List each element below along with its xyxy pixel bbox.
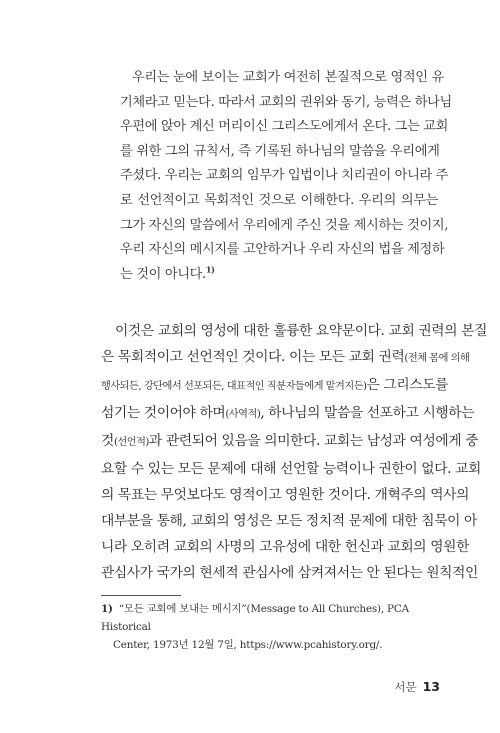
body-line: 니라 오히려 교회의 사명의 고유성에 대한 헌신과 교회의 영원한 bbox=[101, 539, 470, 555]
quote-line: 그가 자신의 말씀에서 우리에게 주신 것을 제시하는 것이지, bbox=[120, 217, 449, 233]
quote-line: 우편에 앉아 계신 머리이신 그리스도에게서 온다. 그는 교회 bbox=[120, 119, 449, 135]
body-line bbox=[101, 372, 449, 400]
body-paragraph bbox=[101, 318, 487, 586]
body-line bbox=[101, 344, 470, 372]
body-text: , 하나님의 말씀을 선포하고 시행하는 bbox=[260, 405, 475, 421]
footnote-marker[interactable]: 1) bbox=[205, 264, 215, 275]
footnote-text-continued[interactable]: Center, 1973년 12월 7일, https://www.pcahistory.org/. bbox=[113, 639, 383, 651]
body-line: 이것은 교회의 영성에 대한 훌륭한 요약문이다. 교회 권력의 본질 bbox=[115, 323, 487, 339]
body-line: 관심사가 국가의 현세적 관심사에 삼켜져서는 안 된다는 원칙적인 bbox=[101, 565, 478, 581]
body-line: 의 목표는 무엇보다도 영적이고 영원한 것이다. 개혁주의 역사의 bbox=[101, 487, 470, 503]
body-text: 은 목회적이고 선언적인 것이다. 이는 모든 교회 권력 bbox=[101, 349, 405, 365]
footnote-number: 1) bbox=[101, 603, 113, 615]
body-line bbox=[101, 400, 475, 428]
body-text: 과 관련되어 있음을 의미한다. 교회는 남성과 여성에게 중 bbox=[148, 433, 479, 449]
quote-line: 로 선언적이고 목회적인 것으로 이해한다. 우리의 의무는 bbox=[120, 192, 438, 208]
quote-line: 우리 자신의 메시지를 고안하거나 우리 자신의 법을 제정하 bbox=[120, 242, 445, 258]
body-line bbox=[101, 428, 479, 456]
running-footer bbox=[380, 676, 440, 695]
quote-line: 주셨다. 우리는 교회의 임무가 입법이나 치리권이 아니라 주 bbox=[120, 168, 449, 184]
body-parenthetical: (전체 몸에 의해 bbox=[404, 353, 470, 364]
section-title: 서문 bbox=[394, 680, 417, 694]
quote-line: 기체라고 믿는다. 따라서 교회의 권위와 동기, 능력은 하나님 bbox=[120, 94, 452, 110]
body-parenthetical: (선언적) bbox=[113, 437, 149, 448]
quote-line: 를 위한 그의 규칙서, 즉 기록된 하나님의 말씀을 우리에게 bbox=[120, 143, 440, 159]
body-text: 은 그리스도를 bbox=[366, 377, 449, 393]
body-text: 것 bbox=[101, 433, 114, 449]
footnote-text: “모든 교회에 보내는 메시지”(Message to All Churches), PCA Historical bbox=[101, 603, 409, 633]
quote-line: 우리는 눈에 보이는 교회가 여전히 본질적으로 영적인 유 bbox=[132, 70, 444, 85]
quote-last-line bbox=[120, 263, 438, 288]
body-line: 요할 수 있는 모든 문제에 대해 선언할 능력이나 권한이 없다. 교회 bbox=[101, 461, 481, 477]
page-number: 13 bbox=[422, 679, 440, 694]
body-parenthetical: (사역적) bbox=[225, 409, 261, 420]
body-line: 대부분을 통해, 교회의 영성은 모든 정치적 문제에 대한 침묵이 아 bbox=[101, 513, 477, 529]
footnote-divider bbox=[101, 595, 181, 596]
block-quote bbox=[120, 66, 452, 287]
body-parenthetical: 행사되든, 강단에서 선포되든, 대표적인 직분자들에게 맡겨지든) bbox=[101, 381, 367, 392]
body-text: 섬기는 것이어야 하며 bbox=[101, 405, 226, 421]
quote-line: 는 것이 아니다. bbox=[120, 266, 206, 282]
footnote bbox=[101, 600, 441, 654]
